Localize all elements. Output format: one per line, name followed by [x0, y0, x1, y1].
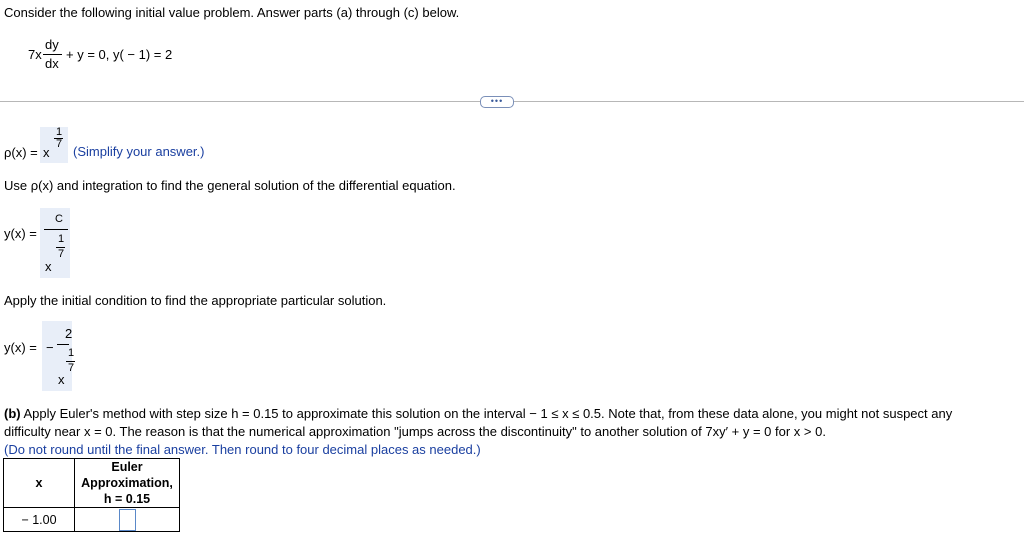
row-euler-cell [75, 508, 180, 532]
particular-exp-den: 7 [68, 362, 75, 374]
particular-sign: − [46, 340, 54, 355]
general-base: x [45, 259, 52, 274]
particular-exp-num: 1 [68, 347, 75, 359]
rho-hint: (Simplify your answer.) [73, 144, 205, 159]
euler-table-header [4, 459, 180, 508]
col-x-header: x [4, 459, 75, 508]
col-euler-header-1: Euler [111, 460, 143, 474]
particular-num: 2 [65, 326, 73, 341]
part-b-hint: (Do not round until the final answer. Then round to four decimal places as needed.) [4, 442, 481, 457]
part-b-line1 [4, 406, 952, 421]
general-num: C [55, 213, 63, 225]
eq-rest: + y = 0, y( − 1) = 2 [66, 47, 173, 62]
eq-frac-line [43, 54, 62, 55]
particular-label: y(x) = [4, 340, 37, 355]
rho-exp-den: 7 [56, 138, 63, 150]
intro-text: Consider the following initial value problem. Answer parts (a) through (c) below. [4, 5, 460, 20]
col-euler-header-2: Approximation, [81, 476, 173, 490]
general-frac-line [44, 229, 68, 230]
part-b-label: (b) [4, 406, 21, 421]
eq-dy: dy [45, 37, 59, 52]
rho-exp-num: 1 [56, 126, 63, 138]
eq-dx: dx [45, 56, 59, 71]
rho-label: ρ(x) = [4, 145, 38, 160]
col-euler-header-3: h = 0.15 [103, 492, 151, 506]
row-x-value: − 1.00 [4, 508, 75, 532]
part-b-text1: Apply Euler's method with step size h = 0.15 to approximate this solution on the interval − 1 ≤ x ≤ 0.5. Note that, from these data alone, you might not suspect any [20, 406, 953, 421]
general-exp-den: 7 [58, 248, 65, 260]
particular-instruction: Apply the initial condition to find the appropriate particular solution. [4, 293, 387, 308]
general-exp-num: 1 [58, 233, 65, 245]
general-instruction: Use ρ(x) and integration to find the general solution of the differential equation. [4, 178, 456, 193]
eq-coef: 7x [28, 47, 42, 62]
part-b-text2: difficulty near x = 0. The reason is that the numerical approximation "jumps across the discontinuity" to another solution of 7xy′ + y = 0 for x > 0. [4, 424, 826, 439]
col-euler-header [75, 459, 180, 508]
more-options-button[interactable]: ••• [480, 96, 514, 108]
euler-table [3, 458, 180, 532]
general-label: y(x) = [4, 226, 37, 241]
particular-base: x [58, 372, 65, 387]
euler-answer-input[interactable] [119, 509, 136, 531]
rho-base: x [43, 145, 50, 160]
particular-frac-line [57, 344, 69, 345]
table-row [4, 508, 180, 532]
